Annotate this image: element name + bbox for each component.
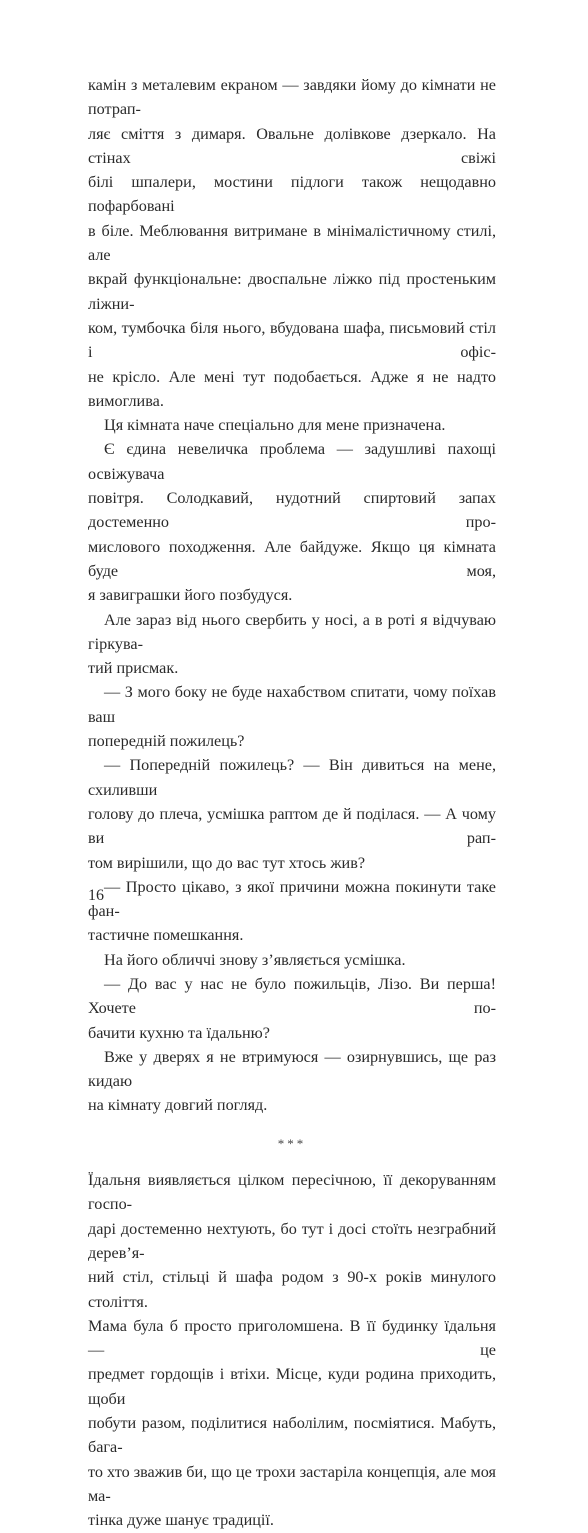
text-line: камін з металевим екраном — завдяки йому до кімнати не потрап- (88, 76, 496, 119)
dialogue-paragraph (88, 875, 496, 948)
text-line: тастичне помешкання. (88, 926, 244, 945)
paragraph (88, 608, 496, 681)
text-line: повітря. Солодкавий, нудотний спиртовий запах достеменно про- (88, 489, 496, 532)
text-line: — До вас у нас не було пожильців, Лізо. Ви перша! Хочете по- (88, 974, 496, 1018)
text-line: бачити кухню та їдальню? (88, 1023, 270, 1042)
text-line: дарі достеменно нехтують, бо тут і досі стоїть незграбний дерев’я- (88, 1219, 496, 1262)
text-line: на кімнату довгий погляд. (88, 1096, 268, 1115)
text-line: тінка дуже шанує традиції. (88, 1511, 274, 1530)
text-line: я завиграшки його позбудуся. (88, 586, 293, 605)
paragraph (88, 413, 496, 437)
text-line: Ця кімната наче спеціально для мене призначена. (104, 416, 446, 435)
text-line: Є єдина невеличка проблема — задушливі пахощі освіжувача (88, 440, 496, 483)
text-line: білі шпалери, мостини підлоги також нещодавно пофарбовані (88, 173, 496, 216)
text-line: вкрай функціональне: двоспальне ліжко під простеньким ліжни- (88, 270, 496, 313)
dialogue-paragraph (88, 753, 496, 874)
dialogue-paragraph (88, 972, 496, 1045)
text-line: — Попередній пожилець? — Він дивиться на мене, схиливши (88, 756, 496, 799)
text-line: ляє сміття з димаря. Овальне долівкове дзеркало. На стінах свіжі (88, 124, 496, 167)
paragraph (88, 1168, 496, 1532)
text-line: Вже у дверях я не втримуюся — озирнувшись, ще раз кидаю (88, 1047, 496, 1091)
text-line: попередній пожилець? (88, 732, 245, 751)
text-line: голову до плеча, усмішка раптом де й поділася. — А чому ви рап- (88, 804, 496, 848)
text-line: тий присмак. (88, 659, 179, 678)
text-line: предмет гордощів і втіхи. Місце, куди родина приходить, щоби (88, 1365, 496, 1408)
text-line: в біле. Меблювання витримане в мінімалістичному стилі, але (88, 221, 496, 265)
text-line: — Просто цікаво, з якої причини можна покинути таке фан- (88, 877, 496, 921)
text-line: ком, тумбочка біля нього, вбудована шафа, письмовий стіл і офіс- (88, 318, 496, 362)
paragraph (88, 437, 496, 607)
text-line: побути разом, поділитися наболілим, посміятися. Мабуть, бага- (88, 1414, 496, 1457)
dialogue-paragraph (88, 680, 496, 753)
paragraph (88, 1045, 496, 1118)
text-line: то хто зважив би, що це трохи застаріла концепція, але моя ма- (88, 1462, 496, 1505)
paragraph (88, 948, 496, 972)
text-line: Їдальня виявляється цілком пересічною, її декоруванням госпо- (88, 1171, 496, 1214)
book-page-text (88, 73, 496, 1533)
text-line: Але зараз від нього свербить у носі, а в роті я відчуваю гіркува- (88, 610, 496, 653)
text-line: не крісло. Але мені тут подобається. Адже я не надто вимоглива. (88, 367, 496, 410)
section-separator: *** (277, 1135, 307, 1151)
text-line: мислового походження. Але байдуже. Якщо ця кімната буде моя, (88, 537, 496, 580)
text-line: ний стіл, стільці й шафа родом з 90-х років минулого століття. (88, 1268, 496, 1311)
paragraph (88, 73, 496, 413)
text-line: том вирішили, що до вас тут хтось жив? (88, 853, 366, 872)
text-line: На його обличчі знову з’являється усмішка. (104, 950, 406, 969)
text-line: Мама була б просто приголомшена. В її будинку їдальня — це (88, 1316, 496, 1360)
text-line: — З мого боку не буде нахабством спитати, чому поїхав ваш (88, 683, 496, 726)
page-number: 16 (88, 887, 104, 904)
